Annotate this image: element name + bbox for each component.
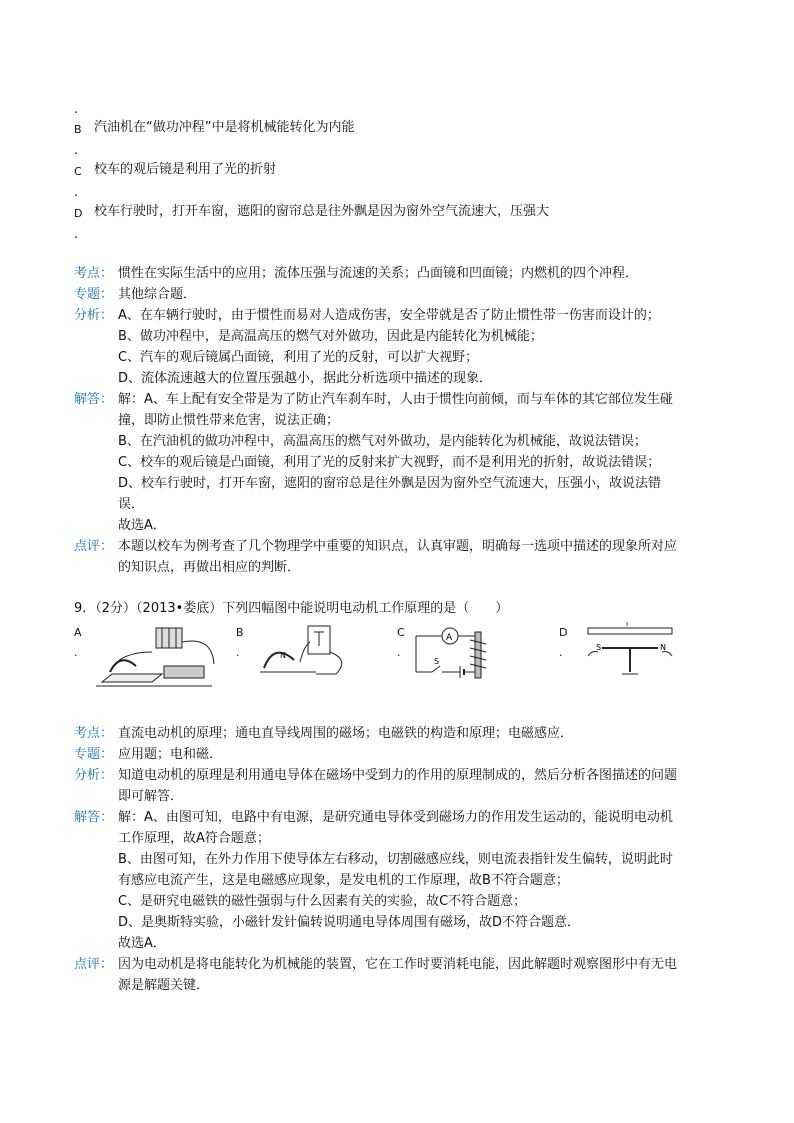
current-i-label: I <box>626 622 629 628</box>
ammeter-symbol: A <box>446 633 453 643</box>
jieda-line: 工作原理，故A符合题意； <box>118 831 270 846</box>
option-separator-dot: . <box>74 143 79 158</box>
zhuanti-text: 其他综合题． <box>118 287 197 302</box>
dianping-label: 点评： <box>74 539 114 554</box>
jieda-line: B、在汽油机的做功冲程中，高温高压的燃气对外做功，是内能转化为机械能，故说法错误； <box>118 434 647 449</box>
option-separator-dot: . <box>74 102 79 117</box>
figure-d-oersted-experiment <box>582 622 682 682</box>
figure-c-electromagnet-circuit <box>412 622 492 686</box>
figure-d-dot: . <box>559 646 563 659</box>
zhuanti-text: 应用题；电和磁． <box>118 747 223 762</box>
kaodian-text: 惯性在实际生活中的应用；流体压强与流速的关系；凸面镜和凹面镜；内燃机的四个冲程． <box>118 266 639 281</box>
jieda-label: 解答： <box>74 810 114 825</box>
figure-c-dot: . <box>397 646 401 659</box>
figure-b-dot: . <box>236 646 240 659</box>
kaodian-text: 直流电动机的原理；通电直导线周围的磁场；电磁铁的构造和原理；电磁感应． <box>118 726 574 741</box>
jieda-label: 解答： <box>74 392 114 407</box>
option-d-text: 校车行驶时，打开车窗，遮阳的窗帘总是往外飘是因为窗外空气流速大，压强大 <box>94 204 550 219</box>
figure-a-label: A <box>74 626 82 639</box>
switch-label: S <box>434 657 440 666</box>
option-c-letter: C <box>74 165 82 178</box>
option-b-text: 汽油机在“做功冲程”中是将机械能转化为内能 <box>94 120 355 135</box>
jieda-line: 撞，即防止惯性带来危害，说法正确； <box>118 413 340 428</box>
figure-a-motor-apparatus <box>92 622 222 694</box>
fenxi-line: D、流体流速越大的位置压强越小，据此分析选项中描述的现象． <box>118 371 493 386</box>
dianping-line: 因为电动机是将电能转化为机械能的装置，它在工作时要消耗电能，因此解题时观察图形中有无电 <box>118 957 678 972</box>
fenxi-line: 知道电动机的原理是利用通电导体在磁场中受到力的作用的原理制成的，然后分析各图描述的问题 <box>118 768 678 783</box>
jieda-line: D、校车行驶时，打开车窗，遮阳的窗帘总是往外飘是因为窗外空气流速大，压强小，故说法错 <box>118 476 662 491</box>
fenxi-line: A、在车辆行驶时，由于惯性而易对人造成伤害，安全带就是否了防止惯性带一伤害而设计的； <box>118 308 660 323</box>
figure-b-label: B <box>236 626 244 639</box>
kaodian-label: 考点： <box>74 266 114 281</box>
figure-d-label: D <box>559 626 568 639</box>
dianping-label: 点评： <box>74 957 114 972</box>
zhuanti-label: 专题： <box>74 747 114 762</box>
option-d-letter: D <box>74 207 83 220</box>
figure-b-n-label: N <box>280 651 286 660</box>
fenxi-label: 分析： <box>74 768 114 783</box>
jieda-line: C、是研究电磁铁的磁性强弱与什么因素有关的实验，故C不符合题意； <box>118 894 527 909</box>
jieda-line: 解：A、由图可知，电路中有电源，是研究通电导体受到磁场力的作用发生运动的，能说明电动机 <box>118 810 673 825</box>
jieda-line: 解：A、车上配有安全带是为了防止汽车刹车时，人由于惯性向前倾，而与车体的其它部位发生碰 <box>118 392 673 407</box>
fenxi-line: B、做功冲程中，是高温高压的燃气对外做功，因此是内能转化为机械能； <box>118 329 543 344</box>
needle-s-label: S <box>596 643 602 652</box>
fenxi-line: C、汽车的观后镜属凸面镜，利用了光的反射，可以扩大视野； <box>118 350 479 365</box>
fenxi-line: 即可解答． <box>118 789 184 804</box>
jieda-line: 故选A． <box>118 518 166 533</box>
option-b-letter: B <box>74 123 82 136</box>
needle-n-label: N <box>660 643 666 652</box>
jieda-line: 有感应电流产生，这是电磁感应现象，是发电机的工作原理，故B不符合题意； <box>118 873 569 888</box>
jieda-line: 误． <box>118 497 145 512</box>
figure-c-label: C <box>397 626 405 639</box>
jieda-line: C、校车的观后镜是凸面镜，利用了光的反射来扩大视野，而不是利用光的折射，故说法错误； <box>118 455 661 470</box>
figure-b-induction-apparatus <box>256 622 356 682</box>
dianping-line: 的知识点，再做出相应的判断． <box>118 560 301 575</box>
option-c-text: 校车的观后镜是利用了光的折射 <box>94 162 277 177</box>
option-separator-dot: . <box>74 227 79 242</box>
fenxi-label: 分析： <box>74 308 114 323</box>
kaodian-label: 考点： <box>74 726 114 741</box>
jieda-line: B、由图可知，在外力作用下使导体左右移动，切割磁感应线，则电流表指针发生偏转，说明此时 <box>118 852 673 867</box>
figure-a-dot: . <box>74 646 78 659</box>
jieda-line: 故选A． <box>118 936 166 951</box>
zhuanti-label: 专题： <box>74 287 114 302</box>
dianping-line: 源是解题关键． <box>118 978 210 993</box>
question-9-title: 9．（2分）（2013•娄底）下列四幅图中能说明电动机工作原理的是（ ） <box>74 601 509 616</box>
jieda-line: D、是奥斯特实验，小磁针发针偏转说明通电导体周围有磁场，故D不符合题意． <box>118 915 581 930</box>
dianping-line: 本题以校车为例考查了几个物理学中重要的知识点，认真审题，明确每一选项中描述的现象所对应 <box>118 539 678 554</box>
option-separator-dot: . <box>74 185 79 200</box>
